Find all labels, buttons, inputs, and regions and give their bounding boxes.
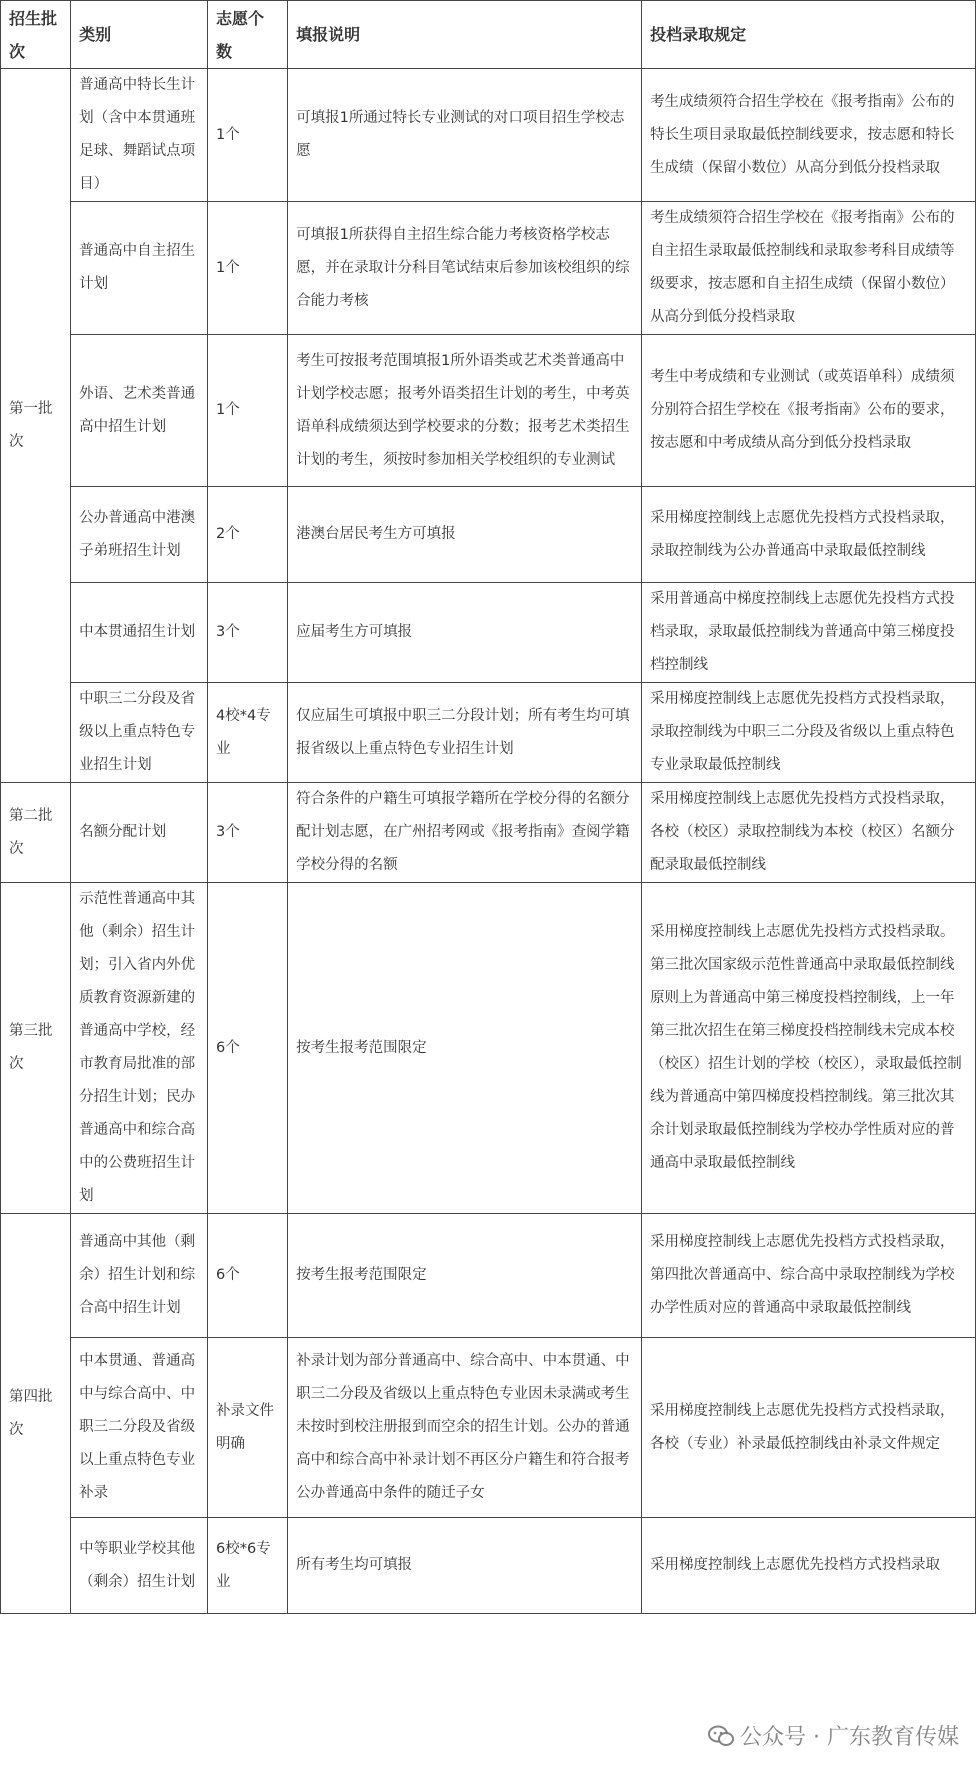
header-instructions: 填报说明 xyxy=(288,1,642,69)
table-row xyxy=(1,683,976,783)
count-cell: 6个 xyxy=(208,1214,288,1338)
rules-cell: 考生成绩须符合招生学校在《报考指南》公布的自主招生录取最低控制线和录取参考科目成绩等级要求，按志愿和自主招生成绩（保留小数位）从高分到低分投档录取 xyxy=(642,202,976,335)
instructions-cell: 考生可按报考范围填报1所外语类或艺术类普通高中计划学校志愿；报考外语类招生计划的考生，中考英语单科成绩须达到学校要求的分数；报考艺术类招生计划的考生，须按时参加相关学校组织的专业测试 xyxy=(288,335,642,487)
header-rules: 投档录取规定 xyxy=(642,1,976,69)
rules-cell: 采用梯度控制线上志愿优先投档方式投档录取，录取控制线为公办普通高中录取最低控制线 xyxy=(642,487,976,583)
batch-cell: 第一批次 xyxy=(1,69,71,783)
count-cell: 3个 xyxy=(208,583,288,683)
table-row xyxy=(1,487,976,583)
instructions-cell: 按考生报考范围限定 xyxy=(288,1214,642,1338)
category-cell: 中等职业学校其他（剩余）招生计划 xyxy=(71,1518,208,1614)
instructions-cell: 港澳台居民考生方可填报 xyxy=(288,487,642,583)
category-cell: 普通高中自主招生计划 xyxy=(71,202,208,335)
instructions-cell: 补录计划为部分普通高中、综合高中、中本贯通、中职三二分段及省级以上重点特色专业因未录满或考生未按时到校注册报到而空余的招生计划。公办的普通高中和综合高中补录计划不再区分户籍生和符合报考公办普通高中条件的随迁子女 xyxy=(288,1338,642,1518)
table-row xyxy=(1,883,976,1214)
category-cell: 中本贯通、普通高中与综合高中、中职三二分段及省级以上重点特色专业补录 xyxy=(71,1338,208,1518)
table-row xyxy=(1,335,976,487)
instructions-cell: 按考生报考范围限定 xyxy=(288,883,642,1214)
table-row xyxy=(1,1338,976,1518)
rules-cell: 采用梯度控制线上志愿优先投档方式投档录取，录取控制线为中职三二分段及省级以上重点特色专业录取最低控制线 xyxy=(642,683,976,783)
count-cell: 1个 xyxy=(208,202,288,335)
count-cell: 1个 xyxy=(208,69,288,202)
rules-cell: 采用梯度控制线上志愿优先投档方式投档录取 xyxy=(642,1518,976,1614)
category-cell: 普通高中特长生计划（含中本贯通班足球、舞蹈试点项目） xyxy=(71,69,208,202)
count-cell: 4校*4专业 xyxy=(208,683,288,783)
table-row xyxy=(1,1518,976,1614)
category-cell: 名额分配计划 xyxy=(71,783,208,883)
header-count: 志愿个数 xyxy=(208,1,288,69)
header-category: 类别 xyxy=(71,1,208,69)
batch-cell: 第三批次 xyxy=(1,883,71,1214)
table-row xyxy=(1,583,976,683)
instructions-cell: 应届考生方可填报 xyxy=(288,583,642,683)
instructions-cell: 可填报1所获得自主招生综合能力考核资格学校志愿，并在录取计分科目笔试结束后参加该校组织的综合能力考核 xyxy=(288,202,642,335)
wechat-icon xyxy=(708,1725,734,1747)
watermark xyxy=(704,1720,963,1751)
category-cell: 普通高中其他（剩余）招生计划和综合高中招生计划 xyxy=(71,1214,208,1338)
instructions-cell: 所有考生均可填报 xyxy=(288,1518,642,1614)
rules-cell: 考生中考成绩和专业测试（或英语单科）成绩须分别符合招生学校在《报考指南》公布的要求，按志愿和中考成绩从高分到低分投档录取 xyxy=(642,335,976,487)
rules-cell: 考生成绩须符合招生学校在《报考指南》公布的特长生项目录取最低控制线要求，按志愿和特长生成绩（保留小数位）从高分到低分投档录取 xyxy=(642,69,976,202)
batch-cell: 第四批次 xyxy=(1,1214,71,1614)
batch-cell: 第二批次 xyxy=(1,783,71,883)
count-cell: 2个 xyxy=(208,487,288,583)
category-cell: 外语、艺术类普通高中招生计划 xyxy=(71,335,208,487)
count-cell: 补录文件明确 xyxy=(208,1338,288,1518)
rules-cell: 采用梯度控制线上志愿优先投档方式投档录取，各校（校区）录取控制线为本校（校区）名额分配录取最低控制线 xyxy=(642,783,976,883)
instructions-cell: 符合条件的户籍生可填报学籍所在学校分得的名额分配计划志愿，在广州招考网或《报考指南》查阅学籍学校分得的名额 xyxy=(288,783,642,883)
count-cell: 3个 xyxy=(208,783,288,883)
table-row xyxy=(1,69,976,202)
watermark-text: 公众号 · 广东教育传媒 xyxy=(740,1725,959,1750)
header-batch: 招生批次 xyxy=(1,1,71,69)
table-row xyxy=(1,202,976,335)
table-row xyxy=(1,783,976,883)
instructions-cell: 可填报1所通过特长专业测试的对口项目招生学校志愿 xyxy=(288,69,642,202)
rules-cell: 采用梯度控制线上志愿优先投档方式投档录取，各校（专业）补录最低控制线由补录文件规定 xyxy=(642,1338,976,1518)
category-cell: 中职三二分段及省级以上重点特色专业招生计划 xyxy=(71,683,208,783)
count-cell: 6个 xyxy=(208,883,288,1214)
count-cell: 6校*6专业 xyxy=(208,1518,288,1614)
table-row xyxy=(1,1214,976,1338)
rules-cell: 采用普通高中梯度控制线上志愿优先投档方式投档录取，录取最低控制线为普通高中第三梯度投档控制线 xyxy=(642,583,976,683)
category-cell: 示范性普通高中其他（剩余）招生计划；引入省内外优质教育资源新建的普通高中学校，经市教育局批准的部分招生计划；民办普通高中和综合高中的公费班招生计划 xyxy=(71,883,208,1214)
rules-cell: 采用梯度控制线上志愿优先投档方式投档录取。第三批次国家级示范性普通高中录取最低控制线原则上为普通高中第三梯度投档控制线，上一年第三批次招生在第三梯度投档控制线未完成本校（校区）招生计划的学校（校区），录取最低控制线为普通高中第四梯度投档控制线。第三批次其余计划录取最低控制线为学校办学性质对应的普通高中录取最低控制线 xyxy=(642,883,976,1214)
category-cell: 中本贯通招生计划 xyxy=(71,583,208,683)
rules-cell: 采用梯度控制线上志愿优先投档方式投档录取，第四批次普通高中、综合高中录取控制线为学校办学性质对应的普通高中录取最低控制线 xyxy=(642,1214,976,1338)
instructions-cell: 仅应届生可填报中职三二分段计划；所有考生均可填报省级以上重点特色专业招生计划 xyxy=(288,683,642,783)
count-cell: 1个 xyxy=(208,335,288,487)
category-cell: 公办普通高中港澳子弟班招生计划 xyxy=(71,487,208,583)
